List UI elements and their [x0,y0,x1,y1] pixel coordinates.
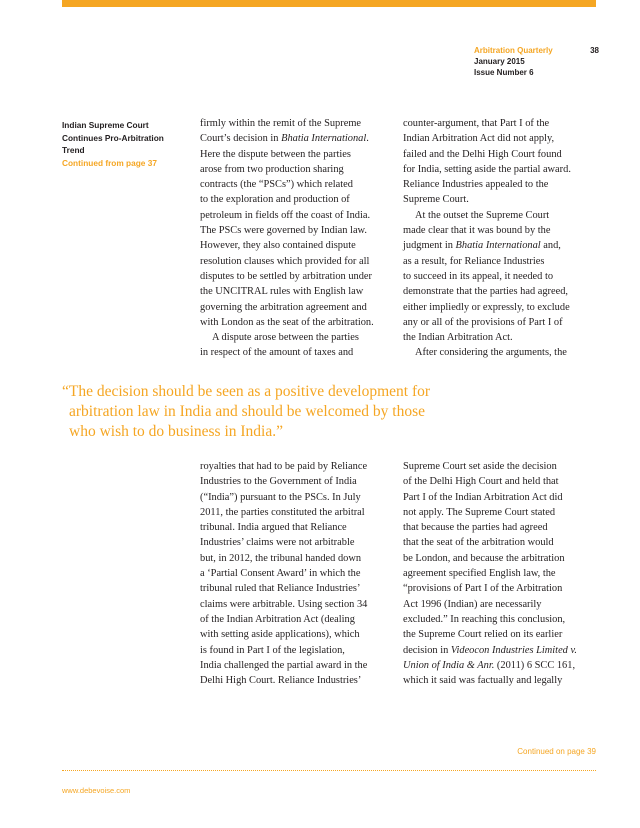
text-line: a ‘Partial Consent Award’ in which the [200,568,361,580]
text-line: the Indian Arbitration Act. [403,332,513,344]
text-line: of the Indian Arbitration Act (dealing [200,613,355,625]
text-line: petroleum in fields off the coast of India. [200,209,371,221]
issue-number: Issue Number 6 [474,68,534,77]
issue-date: January 2015 [474,57,525,66]
text-line: of the Delhi High Court and held that [403,476,559,488]
text-line: firmly within the remit of the Supreme [200,118,362,129]
case-name: Bhatia International [281,133,367,145]
body-column-bottom-left [200,459,395,688]
text-line: Indian Arbitration Act did not apply, [403,133,555,145]
text-line: failed and the Delhi High Court found [403,148,562,160]
text-line: Act 1996 (Indian) are necessarily [403,598,542,610]
text-line: However, they also contained dispute [200,240,356,252]
text-line: claims were arbitrable. Using section 34 [200,598,368,610]
body-column-bottom-right [403,459,598,688]
text-line: disputes to be settled by arbitration under [200,270,372,282]
text-line: but, in 2012, the tribunal handed down [200,552,362,564]
text-line: “The decision should be seen as a positive development for [62,383,431,400]
text-line: is found in Part I of the legislation, [200,644,345,656]
text-line: any or all of the provisions of Part I of [403,316,563,328]
page-number: 38 [590,46,599,55]
text-line: resolution clauses which provided for all [200,255,370,267]
text-line: decision in Videocon Industries Limited v. [403,644,577,656]
text-line: Delhi High Court. Reliance Industries’ [200,675,362,687]
text-line: either impliedly or expressly, to exclude [403,301,570,313]
text-line: Court’s decision in Bhatia International. [200,133,369,145]
text-line: arose from two production sharing [200,163,344,175]
text-line: with London as the seat of the arbitration. [200,316,374,328]
text-line: not apply. The Supreme Court stated [403,506,556,518]
text-line: excluded.” In reaching this conclusion, [403,613,566,625]
continued-on-link[interactable]: Continued on page 39 [517,747,596,756]
text-line: 2011, the parties constituted the arbitral [200,506,365,518]
text-line: be London, and because the arbitration [403,552,565,564]
text-line: as a result, for Reliance Industries [403,255,545,267]
text-line: At the outset the Supreme Court [415,209,550,221]
text-line: the UNCITRAL rules with English law [200,286,364,298]
text-line: tribunal ruled that Reliance Industries’ [200,583,361,595]
text-line: counter-argument, that Part I of the [403,118,550,129]
text-line: which it said was factually and legally [403,675,563,687]
text-line: the Supreme Court relied on its earlier [403,629,563,641]
text-line: royalties that had to be paid by Reliance [200,461,368,472]
text-line: made clear that it was bound by the [403,225,551,237]
continued-from-link[interactable]: Continued from page 37 [62,157,157,168]
body-column-top-right [403,116,598,361]
text-line: to succeed in its appeal, it needed to [403,270,554,282]
text-line: Industries’ claims were not arbitrable [200,537,355,549]
page-header [474,45,599,78]
footer-divider [62,770,596,771]
text-line: who wish to do business in India.” [69,423,283,440]
body-column-top-left [200,116,395,361]
article-title-line: Continues Pro-Arbitration [62,132,164,143]
text-line: tribunal. India argued that Reliance [200,522,347,534]
text-line: (“India”) pursuant to the PSCs. In July [200,491,361,503]
text-line: Supreme Court set aside the decision [403,461,557,472]
text-line: in respect of the amount of taxes and [200,347,354,359]
text-line: The PSCs were governed by Indian law. [200,225,367,237]
article-sidebar [62,119,187,169]
pull-quote [62,382,502,442]
text-line: judgment in Bhatia International and, [403,240,561,252]
publication-title: Arbitration Quarterly [474,46,553,55]
text-line: “provisions of Part I of the Arbitration [403,583,563,595]
text-line: to the exploration and production of [200,194,350,206]
text-line: Reliance Industries appealed to the [403,179,549,191]
text-line: that because the parties had agreed [403,522,548,534]
text-line: demonstrate that the parties had agreed, [403,286,569,298]
case-name: Bhatia International [455,240,541,252]
text-line: agreement specified English law, the [403,568,556,580]
case-name: Videocon Industries Limited v. [450,644,577,656]
text-line: contracts (the “PSCs”) which related [200,179,353,191]
text-line: arbitration law in India and should be welcomed by those [69,403,425,420]
text-line: for India, setting aside the partial award. [403,163,571,175]
text-line: that the seat of the arbitration would [403,537,554,549]
text-line: Supreme Court. [403,194,469,206]
text-line: Industries to the Government of India [200,476,357,488]
text-line: A dispute arose between the parties [212,332,359,344]
text-line: Part I of the Indian Arbitration Act did [403,491,563,503]
article-title-line: Indian Supreme Court [62,120,149,130]
text-line: with setting aside applications), which [200,629,360,641]
text-line: India challenged the partial award in the [200,659,368,671]
case-name: Union of India & Anr. [403,659,495,671]
text-line: Union of India & Anr. (2011) 6 SCC 161, [403,659,576,671]
text-line: Here the dispute between the parties [200,148,351,160]
text-line: After considering the arguments, the [415,347,567,359]
article-title-line: Trend [62,145,85,155]
text-line: governing the arbitration agreement and [200,301,367,313]
top-accent-bar [62,0,596,7]
footer-url-link[interactable]: www.debevoise.com [62,786,131,795]
